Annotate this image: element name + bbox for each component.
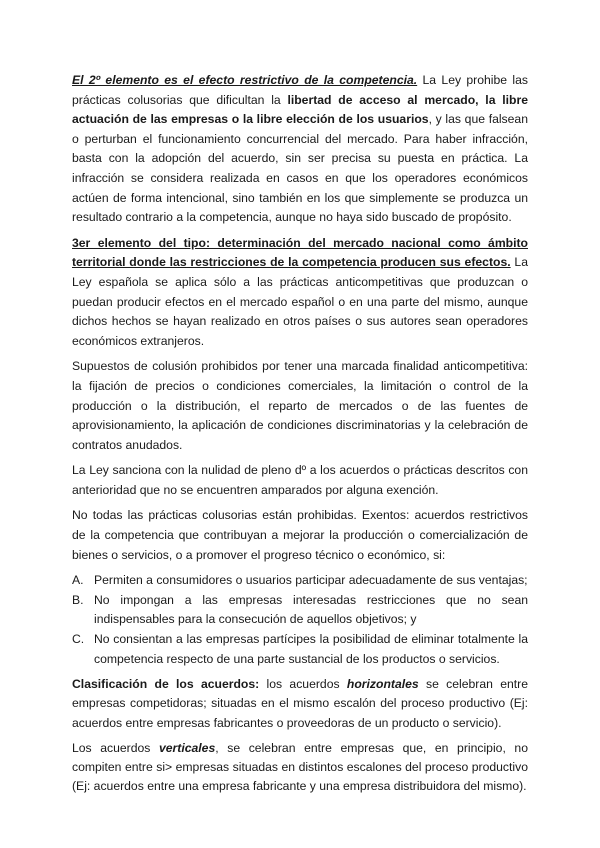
- paragraph-classification: [72, 675, 528, 733]
- text-segment: los acuerdos: [259, 677, 347, 692]
- text-segment: La Ley prohibe las prácticas colusorias que dificultan la: [72, 73, 528, 107]
- text-segment: , y las que falsean o perturban el funcionamiento concurrencial del mercado. Para haber infracción, basta con la adopción del acuerdo, sin ser precisa su puesta en práctica. La infracción se considera realizada en casos en que los operadores económicos actúen de forma intencional, sino también en los que simplemente se produzca un resultado contrario a la competencia, aunque no haya sido buscado de propósito.: [72, 112, 528, 225]
- list-item-text: No impongan a las empresas interesadas restricciones que no sean indispensables para la consecución de aquellos objetivos; y: [94, 592, 528, 627]
- term-verticales: verticales: [159, 740, 216, 755]
- heading-second-element: El 2º elemento es el efecto restrictivo de la competencia.: [72, 73, 418, 87]
- exemptions-list: [72, 571, 528, 669]
- list-marker: C.: [72, 632, 85, 647]
- list-marker: A.: [72, 573, 84, 588]
- paragraph-exemptions-intro: No todas las prácticas colusorias están prohibidas. Exentos: acuerdos restrictivos de la competencia que contribuyan a mejorar la producción o comercialización de bienes o servicios, o a promover el progreso técnico o económico, si:: [72, 508, 528, 562]
- text-segment: se celebran entre empresas competidoras; situadas en el mismo escalón del proceso productivo (Ej: acuerdos entre empresas fabricantes o proveedoras de un producto o servicio).: [72, 677, 529, 730]
- paragraph-nullity: La Ley sanciona con la nulidad de pleno dº a los acuerdos o prácticas descritos con anterioridad que no se encuentren amparados por alguna exención.: [72, 463, 528, 497]
- text-segment: Los acuerdos: [72, 740, 159, 755]
- list-marker: B.: [72, 592, 84, 607]
- heading-classification: Clasificación de los acuerdos:: [72, 677, 260, 692]
- text-segment: La Ley española se aplica sólo a las prácticas anticompetitivas que produzcan o puedan producir efectos en el mercado español o en una parte del mismo, aunque dichos hechos se hayan realizado en otros países o sus autores sean operadores económicos extranjeros.: [72, 255, 528, 348]
- list-item-text: Permiten a consumidores o usuarios participar adecuadamente de sus ventajas;: [94, 573, 528, 588]
- paragraph-national-market: [72, 234, 528, 352]
- paragraph-prohibited-cases: Supuestos de colusión prohibidos por tener una marcada finalidad anticompetitiva: la fijación de precios o condiciones comerciales, la limitación o control de la producción o la distribución, el reparto de mercados o de las fuentes de aprovisionamiento, la aplicación de condiciones discriminatorias y la celebración de contratos anudados.: [72, 359, 528, 452]
- paragraph-vertical-agreements: [72, 739, 528, 797]
- paragraph-competition-effect: [72, 71, 528, 228]
- list-item: [72, 630, 528, 669]
- heading-third-element: 3er elemento del tipo: determinación del mercado nacional como ámbito territorial donde las restricciones de la competencia producen sus efectos.: [72, 235, 528, 270]
- bold-phrase: libertad de acceso al mercado, la libre actuación de las empresas o la libre elección de los usuarios: [72, 92, 528, 127]
- list-item: [72, 571, 528, 591]
- list-item: [72, 591, 528, 630]
- list-item-text: No consientan a las empresas partícipes la posibilidad de eliminar totalmente la competencia respecto de una parte sustancial de los productos o servicios.: [94, 632, 528, 666]
- term-horizontales: horizontales: [346, 677, 419, 692]
- text-segment: , se celebran entre empresas que, en principio, no compiten entre si> empresas situadas en distintos escalones del proceso productivo (Ej: acuerdos entre una empresa fabricante y una empresa distribuidora del mismo).: [72, 740, 528, 794]
